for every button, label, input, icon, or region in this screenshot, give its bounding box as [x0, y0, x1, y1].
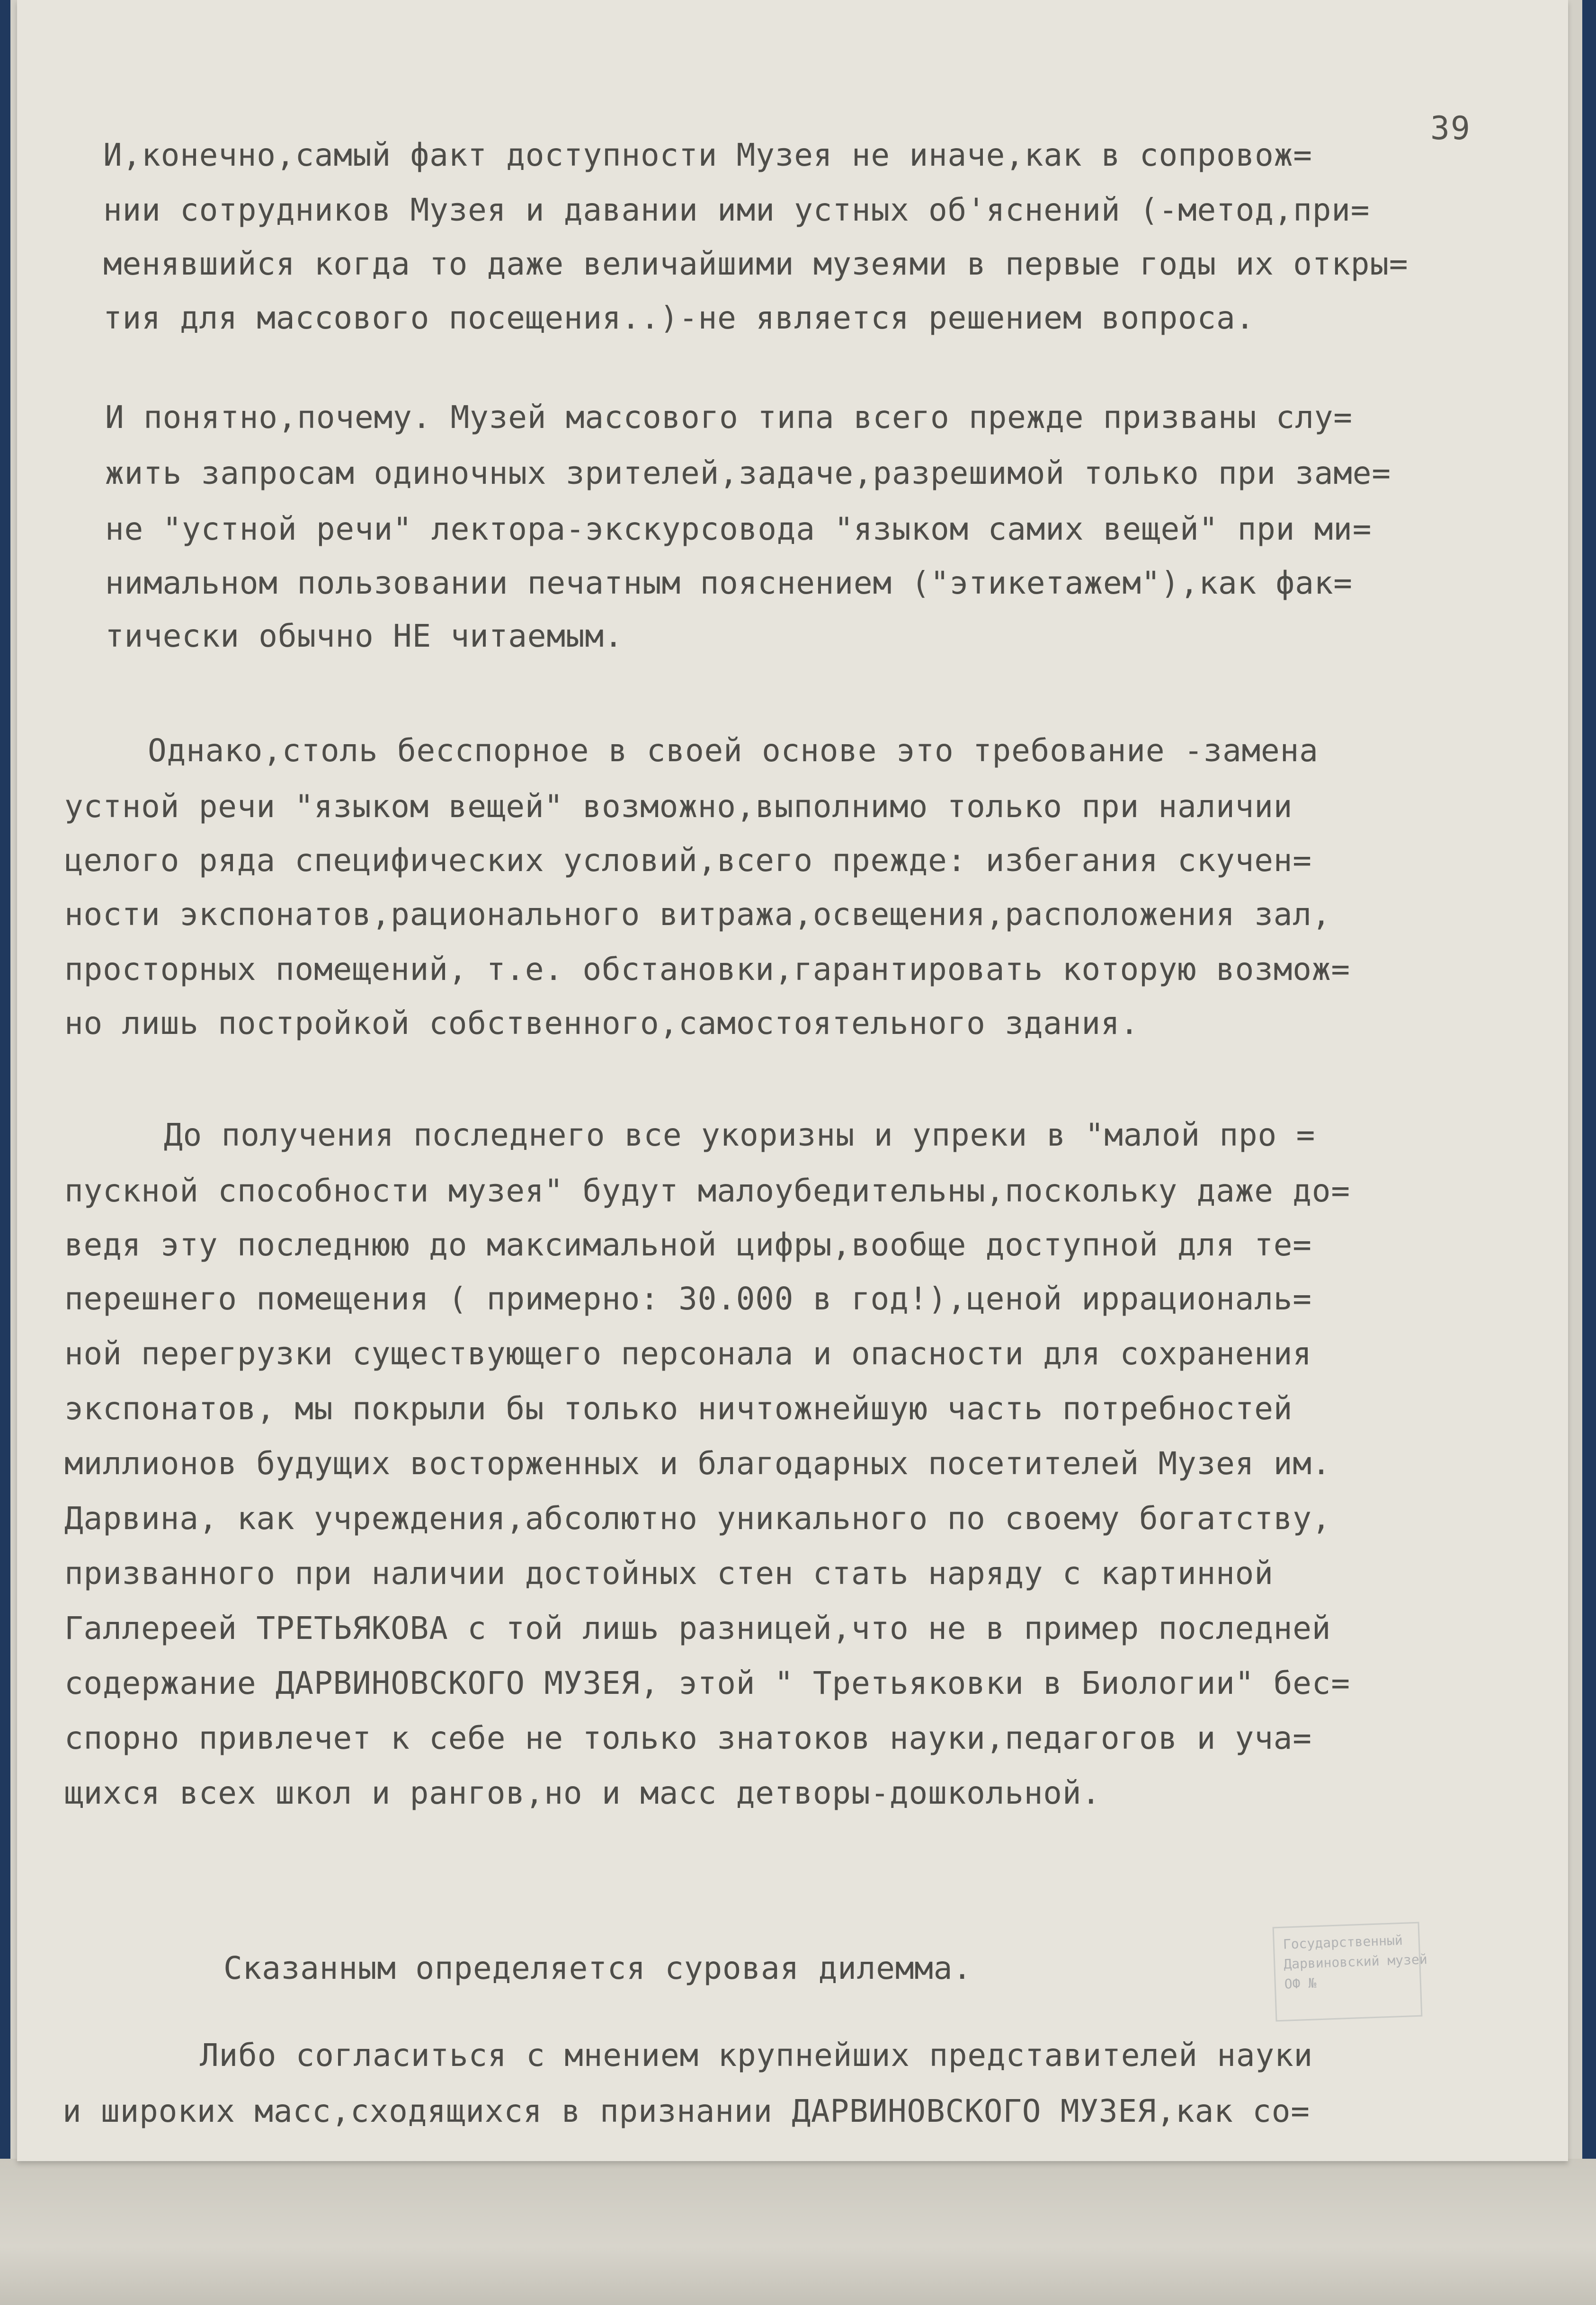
- text-line: содержание ДАРВИНОВСКОГО МУЗЕЯ, этой " Третьяковки в Биологии" бес=: [64, 1665, 1350, 1701]
- text-line: И понятно,почему. Музей массового типа всего прежде призваны слу=: [105, 399, 1353, 436]
- text-line: жить запросам одиночных зрителей,задаче,разрешимой только при заме=: [105, 455, 1391, 491]
- text-line: нии сотрудников Музея и давании ими устных об'яснений (-метод,при=: [103, 192, 1370, 228]
- text-line: миллионов будущих восторженных и благодарных посетителей Музея им.: [64, 1445, 1331, 1482]
- stamp-line: Государственный: [1283, 1932, 1403, 1952]
- text-line: Сказанным определяется суровая дилемма.: [223, 1950, 972, 1986]
- text-line: перешнего помещения ( примерно: 30.000 в год!),ценой иррациональ=: [64, 1281, 1312, 1317]
- text-line: Однако,столь бесспорное в своей основе это требование -замена: [148, 732, 1319, 769]
- lower-sheet-edge: [0, 2159, 1596, 2305]
- text-line: просторных помещений, т.е. обстановки,гарантировать которую возмож=: [64, 951, 1350, 988]
- text-line: не "устной речи" лектора-экскурсовода "языком самих вещей" при ми=: [105, 511, 1372, 547]
- text-line: и широких масс,сходящихся в признании ДАРВИНОВСКОГО МУЗЕЯ,как со=: [62, 2093, 1310, 2129]
- stamp-line: Дарвиновский музей: [1283, 1951, 1428, 1972]
- typewritten-page: [17, 0, 1568, 2161]
- archive-stamp: [1273, 1922, 1428, 2022]
- text-line: нимальном пользовании печатным пояснением ("этикетажем"),как фак=: [105, 565, 1353, 601]
- stamp-line: ОФ №: [1284, 1975, 1317, 1992]
- text-line: тия для массового посещения..)-не является решением вопроса.: [103, 300, 1255, 336]
- text-line: тически обычно НЕ читаемым.: [105, 618, 624, 654]
- text-line: щихся всех школ и рангов,но и масс детворы-дошкольной.: [64, 1775, 1101, 1811]
- text-line: спорно привлечет к себе не только знатоков науки,педагогов и уча=: [64, 1720, 1312, 1756]
- text-line: До получения последнего все укоризны и упреки в "малой про =: [164, 1117, 1316, 1153]
- text-line: но лишь постройкой собственного,самостоятельного здания.: [64, 1005, 1139, 1041]
- text-line: Галлереей ТРЕТЬЯКОВА с той лишь разницей,что не в пример последней: [64, 1610, 1331, 1646]
- text-line: экспонатов, мы покрыли бы только ничтожнейшую часть потребностей: [64, 1390, 1293, 1427]
- text-line: ности экспонатов,рационального витража,освещения,расположения зал,: [64, 896, 1331, 933]
- text-line: Либо согласиться с мнением крупнейших представителей науки: [200, 2037, 1313, 2074]
- text-line: ведя эту последнюю до максимальной цифры,вообще доступной для те=: [64, 1227, 1312, 1263]
- text-line: целого ряда специфических условий,всего прежде: избегания скучен=: [64, 842, 1312, 879]
- text-line: призванного при наличии достойных стен стать наряду с картинной: [64, 1555, 1274, 1592]
- text-line: менявшийся когда то даже величайшими музеями в первые годы их откры=: [103, 246, 1409, 282]
- text-line: устной речи "языком вещей" возможно,выполнимо только при наличии: [64, 788, 1293, 825]
- text-line: И,конечно,самый факт доступности Музея не иначе,как в сопровож=: [103, 137, 1312, 173]
- text-line: ной перегрузки существующего персонала и опасности для сохранения: [64, 1335, 1312, 1372]
- text-line: Дарвина, как учреждения,абсолютно уникального по своему богатству,: [64, 1500, 1331, 1537]
- text-line: пускной способности музея" будут малоубедительны,поскольку даже до=: [64, 1173, 1350, 1209]
- page-number: 39: [1430, 110, 1471, 147]
